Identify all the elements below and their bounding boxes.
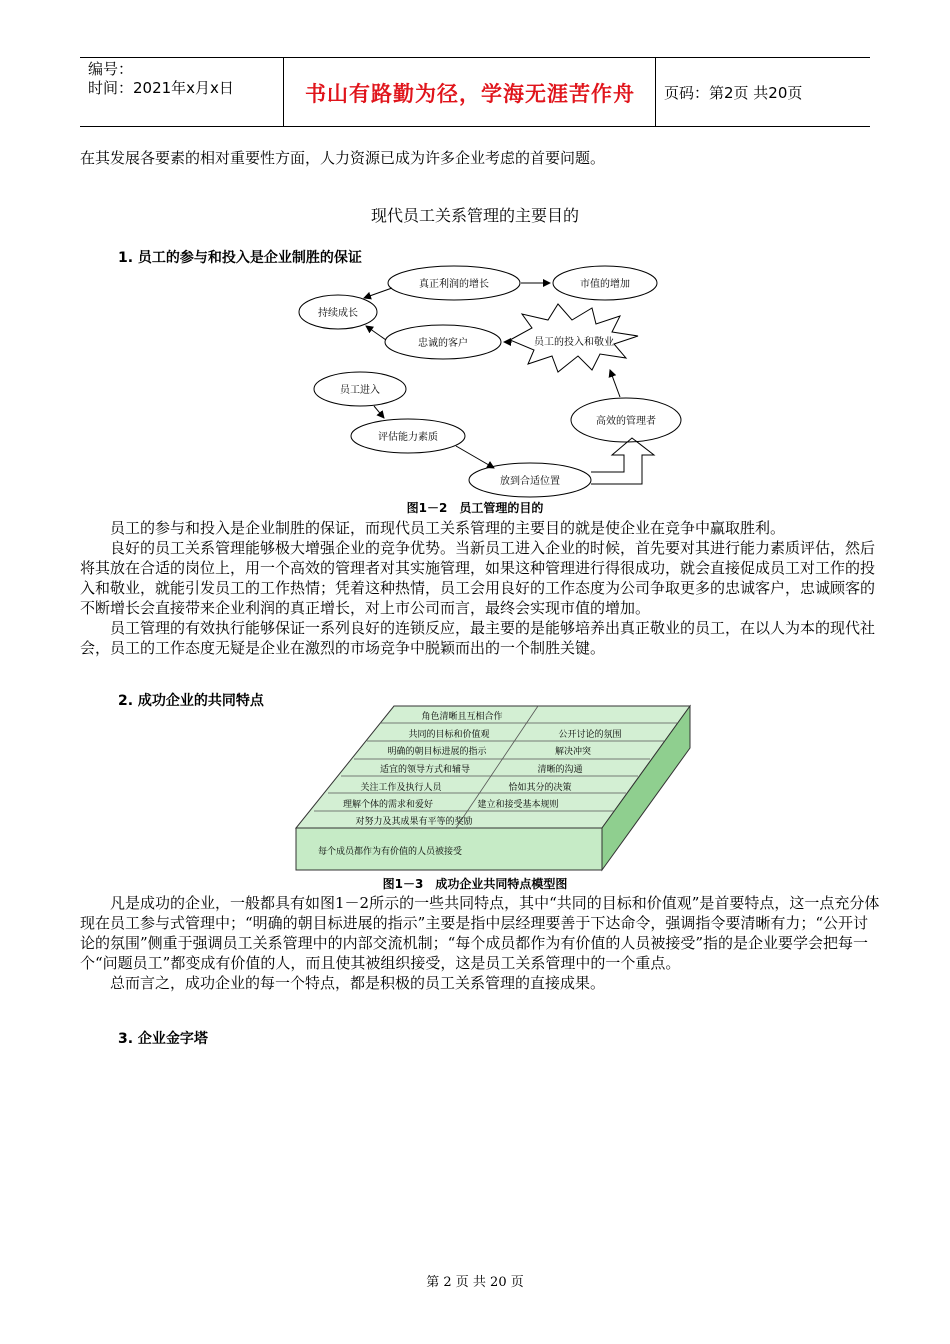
heading-3: 3. 企业金字塔 [118, 1031, 208, 1047]
header-divider [283, 58, 284, 126]
trait-left: 共同的目标和价值观 [408, 730, 490, 740]
arrow-assess-to-place [456, 446, 494, 468]
paragraph: 凡是成功的企业，一般都具有如图1－2所示的一些共同特点，其中“共同的目标和价值观”是首要特点，这一点充分体现在员工参与式管理中；“明确的朝目标进展的指示”主要是指中层经理要善于下达命令，强调指令要清晰有力；“公开讨论的氛围”侧重于强调员工关系管理中的内部交流机制；“每个成员都作为有价值的人员被接受”指的是企业要学会把每一个“问题员工”都变成有价值的人，而且使其被组织接受，这是员工关系管理中的一个重点。 [80, 894, 880, 972]
time-label: 时间：2021年x月x日 [88, 79, 234, 97]
label-market: 市值的增加 [580, 279, 630, 290]
figure-2-caption: 图1－3 成功企业共同特点模型图 [382, 877, 568, 891]
intro-line: 在其发展各要素的相对重要性方面，人力资源已成为许多企业考虑的首要问题。 [80, 149, 606, 167]
page-footer: 第 2 页 共 20 页 [426, 1275, 524, 1290]
trait-right: 恰如其分的决策 [508, 783, 572, 793]
trait-left: 理解个体的需求和爱好 [342, 800, 434, 810]
paragraph-block-1 [80, 518, 880, 658]
paragraph: 员工的参与和投入是企业制胜的保证，而现代员工关系管理的主要目的就是使企业在竞争中赢取胜利。 [110, 519, 786, 537]
label-sustained: 持续成长 [318, 308, 358, 319]
trait-right: 解决冲突 [554, 747, 592, 757]
paragraph: 总而言之，成功企业的每一个特点，都是积极的员工关系管理的直接成果。 [110, 974, 606, 992]
page-header [80, 57, 870, 127]
arrow-enter-to-assess [374, 406, 384, 418]
label-manager: 高效的管理者 [596, 416, 656, 427]
paragraph: 员工管理的有效执行能够保证一系列良好的连锁反应，最主要的是能够培养出真正敬业的员工，在以人为本的现代社会，员工的工作态度无疑是企业在激烈的市场竞争中脱颖而出的一个制胜关键。 [80, 619, 876, 657]
arrow-loyal-to-sustained [366, 326, 386, 340]
header-meta [88, 60, 283, 98]
trait-left: 对努力及其成果有平等的奖励 [355, 817, 473, 827]
paragraph-block-2 [80, 893, 880, 993]
employee-management-diagram [280, 258, 700, 498]
trait-right: 清晰的沟通 [537, 765, 583, 775]
trait-right: 公开讨论的氛围 [558, 730, 622, 740]
trait-left: 适宜的领导方式和辅导 [379, 765, 471, 775]
trait-left: 角色清晰且互相合作 [421, 712, 503, 722]
label-loyal: 忠诚的客户 [418, 338, 468, 349]
trait-right: 建立和接受基本规则 [477, 800, 559, 810]
header-page-info: 页码：第2页 共20页 [664, 84, 803, 102]
success-traits-model [290, 703, 700, 875]
label-enter: 员工进入 [340, 385, 380, 396]
label-engage: 员工的投入和敬业 [534, 337, 614, 348]
label-assess: 评估能力素质 [378, 432, 438, 443]
arrow-profit-to-sustained [364, 288, 392, 298]
trait-front: 每个成员都作为有价值的人员被接受 [317, 847, 463, 857]
arrow-manager-to-engage [610, 370, 620, 397]
label-place: 放到合适位置 [500, 476, 560, 487]
label-profit: 真正利润的增长 [419, 279, 489, 290]
section-title: 现代员工关系管理的主要目的 [370, 206, 579, 225]
arrow-hollow [591, 438, 654, 484]
heading-2: 2. 成功企业的共同特点 [118, 693, 264, 709]
header-motto: 书山有路勤为径，学海无涯苦作舟 [305, 82, 635, 106]
number-label: 编号： [88, 60, 134, 78]
heading-1: 1. 员工的参与和投入是企业制胜的保证 [118, 250, 362, 266]
figure-1-caption: 图1－2 员工管理的目的 [406, 501, 544, 515]
paragraph: 良好的员工关系管理能够极大增强企业的竞争优势。当新员工进入企业的时候，首先要对其进行能力素质评估，然后将其放在合适的岗位上，用一个高效的管理者对其实施管理，如果这种管理进行得很成功，就会直接促成员工对工作的投入和敬业，就能引发员工的工作热情；凭着这种热情，员工会用良好的工作态度为公司争取更多的忠诚客户，忠诚顾客的不断增长会直接带来企业利润的真正增长，对上市公司而言，最终会实现市值的增加。 [80, 539, 876, 617]
trait-left: 关注工作及执行人员 [360, 783, 442, 793]
trait-left: 明确的朝目标进展的指示 [387, 747, 487, 757]
header-divider [655, 58, 656, 126]
